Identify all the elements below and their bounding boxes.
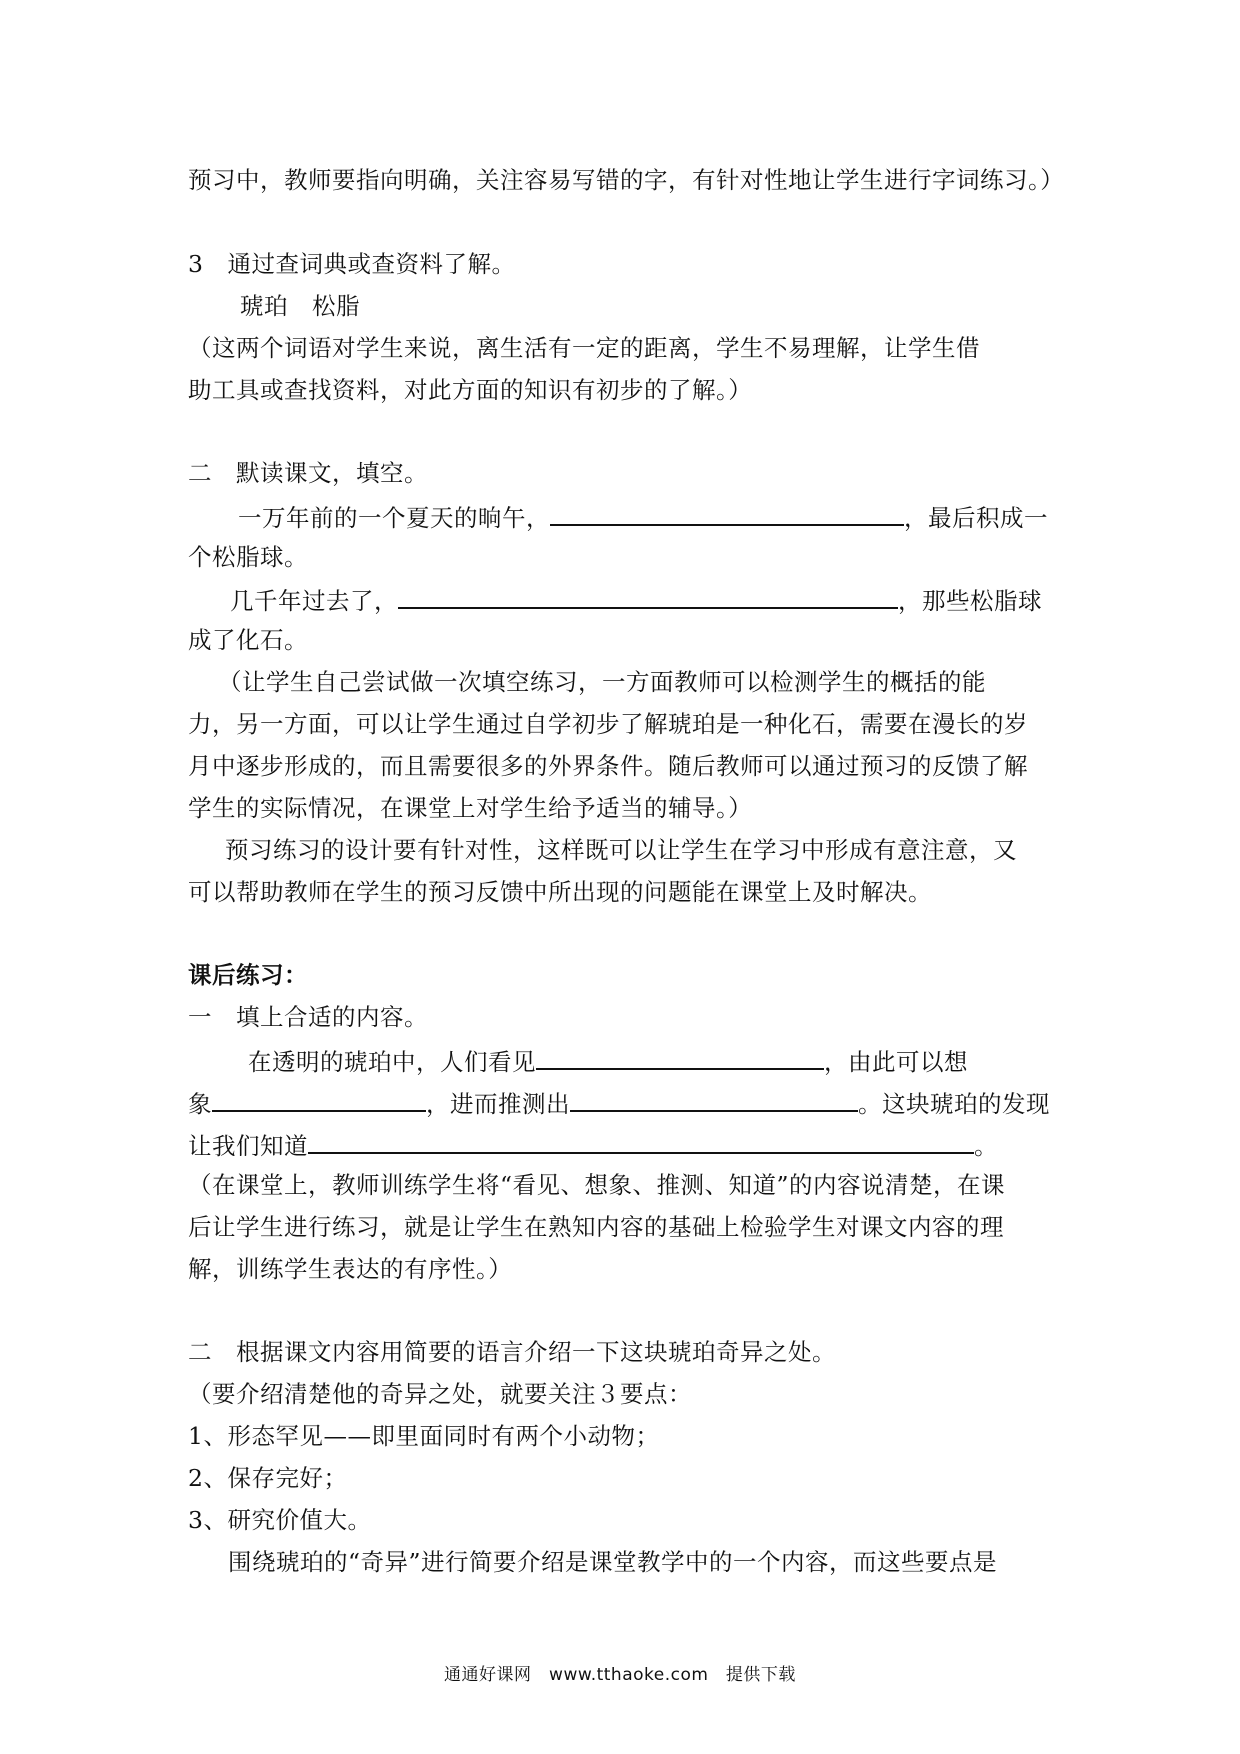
text-line: 预习练习的设计要有针对性，这样既可以让学生在学习中形成有意注意，又 [225, 836, 1017, 864]
text-line: 围绕琥珀的“奇异”进行简要介绍是课堂教学中的一个内容，而这些要点是 [228, 1548, 998, 1576]
fill-blank-sentence [238, 500, 1048, 533]
sentence-part: 一万年前的一个夏天的晌午， [238, 504, 550, 532]
sentence-part: 。 [974, 1132, 998, 1160]
vocab-words: 琥珀 松脂 [240, 292, 360, 320]
text-line: 力，另一方面，可以让学生通过自学初步了解琥珀是一种化石，需要在漫长的岁 [188, 710, 1028, 738]
blank-line[interactable] [398, 583, 898, 609]
list-item: 1、形态罕见——即里面同时有两个小动物； [188, 1422, 660, 1450]
text-line: 成了化石。 [188, 626, 308, 654]
text-line: 个松脂球。 [188, 543, 308, 571]
sentence-part: ，进而推测出 [426, 1090, 570, 1118]
sentence-part: 在透明的琥珀中，人们看见 [248, 1048, 536, 1076]
blank-line[interactable] [570, 1086, 858, 1112]
text-line: 预习中，教师要指向明确，关注容易写错的字，有针对性地让学生进行字词练习。） [188, 166, 1065, 194]
text-line: 解，训练学生表达的有序性。） [188, 1255, 513, 1283]
sentence-part: ，由此可以想 [824, 1048, 968, 1076]
sentence-part: ，那些松脂球 [898, 587, 1042, 615]
text-line: 月中逐步形成的，而且需要很多的外界条件。随后教师可以通过预习的反馈了解 [188, 752, 1028, 780]
section-heading: 二 根据课文内容用简要的语言介绍一下这块琥珀奇异之处。 [188, 1338, 836, 1366]
fill-blank-sentence [188, 1086, 1050, 1119]
sentence-part: 让我们知道 [188, 1132, 308, 1160]
blank-line[interactable] [536, 1044, 824, 1070]
sentence-part: 象 [188, 1090, 212, 1118]
blank-line[interactable] [550, 500, 904, 526]
sentence-part: 。这块琥珀的发现 [858, 1090, 1050, 1118]
fill-blank-sentence [248, 1044, 968, 1077]
sentence-part: ，最后积成一 [904, 504, 1048, 532]
section-heading: 二 默读课文，填空。 [188, 459, 428, 487]
sentence-part: 几千年过去了， [230, 587, 398, 615]
section-title: 课后练习： [188, 961, 308, 989]
list-item: 3、研究价值大。 [188, 1506, 372, 1534]
page-footer: 通通好课网 www.tthaoke.com 提供下载 [444, 1665, 796, 1685]
text-line: 后让学生进行练习，就是让学生在熟知内容的基础上检验学生对课文内容的理 [188, 1213, 1004, 1241]
list-item: 2、保存完好； [188, 1464, 348, 1492]
blank-line[interactable] [212, 1086, 426, 1112]
text-line: （在课堂上，教师训练学生将“看见、想象、推测、知道”的内容说清楚，在课 [188, 1171, 1006, 1199]
fill-blank-sentence [188, 1128, 998, 1161]
text-line: 助工具或查找资料，对此方面的知识有初步的了解。） [188, 376, 753, 404]
text-line: （要介绍清楚他的奇异之处，就要关注３要点： [188, 1380, 692, 1408]
text-line: （让学生自己尝试做一次填空练习，一方面教师可以检测学生的概括的能 [218, 668, 986, 696]
blank-line[interactable] [308, 1128, 974, 1154]
text-line: 可以帮助教师在学生的预习反馈中所出现的问题能在课堂上及时解决。 [188, 878, 932, 906]
fill-blank-sentence [230, 583, 1042, 616]
text-line: 学生的实际情况，在课堂上对学生给予适当的辅导。） [188, 794, 753, 822]
item-heading: 3 通过查词典或查资料了解。 [188, 250, 516, 278]
section-heading: 一 填上合适的内容。 [188, 1003, 428, 1031]
text-line: （这两个词语对学生来说，离生活有一定的距离，学生不易理解，让学生借 [188, 334, 980, 362]
